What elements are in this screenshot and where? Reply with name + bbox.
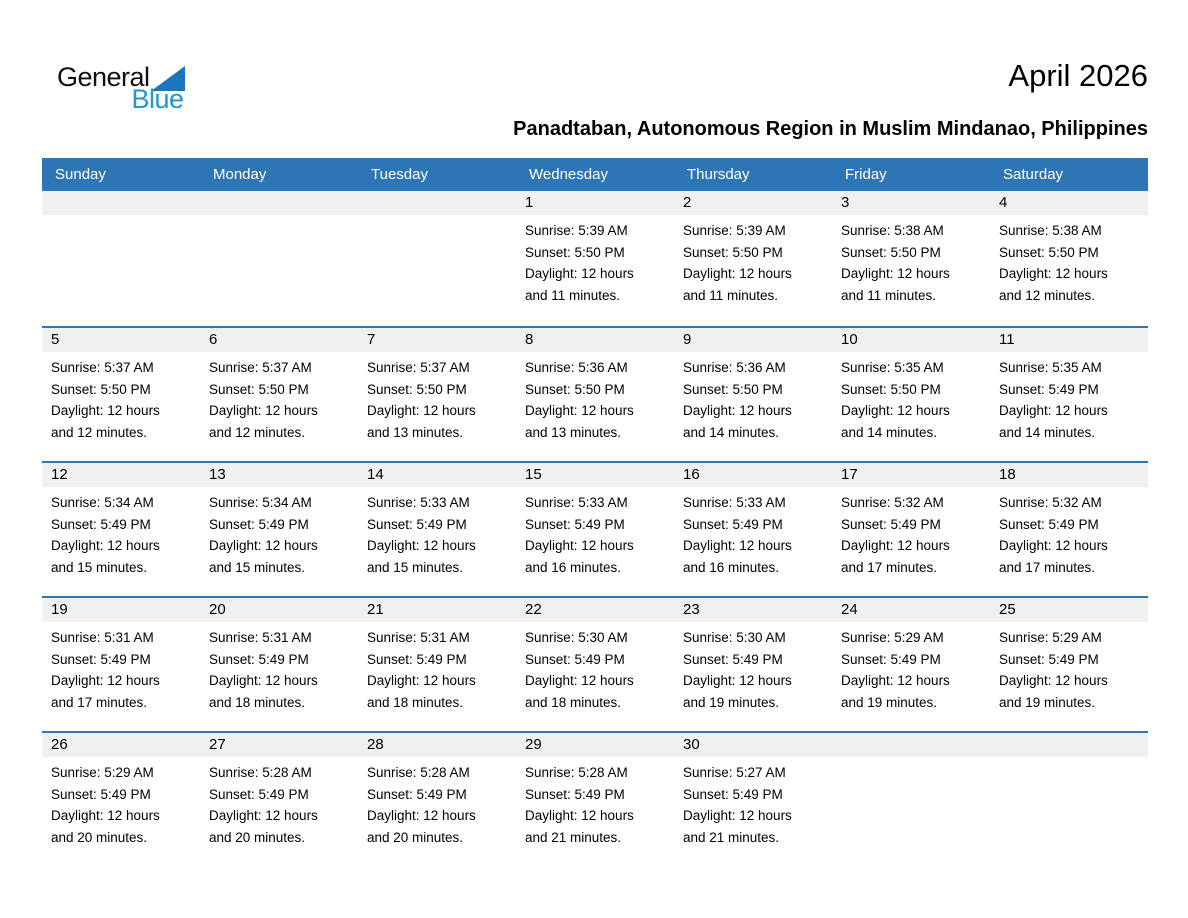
day-number — [358, 191, 516, 215]
weekday-header-cell: Saturday — [1003, 166, 1064, 183]
day-cell — [42, 598, 200, 731]
day-sunset: Sunset: 5:49 PM — [525, 651, 625, 667]
day-daylight: Daylight: 12 hours and 15 minutes. — [51, 538, 160, 575]
day-details — [832, 215, 990, 306]
day-daylight: Daylight: 12 hours and 15 minutes. — [367, 538, 476, 575]
day-cell — [200, 598, 358, 731]
day-sunset: Sunset: 5:50 PM — [841, 381, 941, 397]
day-number: 4 — [990, 191, 1148, 215]
general-blue-logo — [57, 64, 185, 113]
day-cell — [358, 733, 516, 866]
day-sunset: Sunset: 5:49 PM — [683, 516, 783, 532]
day-details — [674, 622, 832, 713]
day-daylight: Daylight: 12 hours and 18 minutes. — [525, 673, 634, 710]
day-details — [200, 757, 358, 848]
day-details — [990, 352, 1148, 443]
day-sunset: Sunset: 5:50 PM — [841, 244, 941, 260]
day-cell — [200, 328, 358, 461]
day-sunset: Sunset: 5:49 PM — [51, 786, 151, 802]
day-number: 27 — [200, 733, 358, 757]
day-sunrise: Sunrise: 5:35 AM — [999, 360, 1102, 375]
day-number: 16 — [674, 463, 832, 487]
day-sunset: Sunset: 5:49 PM — [841, 516, 941, 532]
day-cell — [516, 598, 674, 731]
day-number: 23 — [674, 598, 832, 622]
day-daylight: Daylight: 12 hours and 17 minutes. — [999, 538, 1108, 575]
day-number: 12 — [42, 463, 200, 487]
day-number: 25 — [990, 598, 1148, 622]
day-details — [358, 757, 516, 848]
day-sunrise: Sunrise: 5:36 AM — [525, 360, 628, 375]
day-daylight: Daylight: 12 hours and 20 minutes. — [367, 808, 476, 845]
day-sunset: Sunset: 5:50 PM — [51, 381, 151, 397]
day-details — [832, 352, 990, 443]
day-daylight: Daylight: 12 hours and 17 minutes. — [841, 538, 950, 575]
day-cell — [516, 463, 674, 596]
day-number: 14 — [358, 463, 516, 487]
day-cell — [674, 463, 832, 596]
day-details — [42, 622, 200, 713]
weekday-header-row — [42, 158, 1148, 191]
day-number: 2 — [674, 191, 832, 215]
location-subtitle: Panadtaban, Autonomous Region in Muslim Mindanao, Philippines — [513, 118, 1148, 140]
weekday-header-cell: Friday — [845, 166, 887, 183]
month-title: April 2026 — [1008, 58, 1148, 93]
day-sunrise: Sunrise: 5:35 AM — [841, 360, 944, 375]
day-sunrise: Sunrise: 5:37 AM — [51, 360, 154, 375]
day-number: 19 — [42, 598, 200, 622]
day-number: 18 — [990, 463, 1148, 487]
day-daylight: Daylight: 12 hours and 21 minutes. — [525, 808, 634, 845]
day-details — [674, 487, 832, 578]
day-cell — [200, 733, 358, 866]
day-number: 7 — [358, 328, 516, 352]
day-sunrise: Sunrise: 5:38 AM — [841, 223, 944, 238]
day-sunset: Sunset: 5:49 PM — [209, 651, 309, 667]
day-number — [990, 733, 1148, 757]
weekday-header-cell: Sunday — [55, 166, 106, 183]
day-daylight: Daylight: 12 hours and 16 minutes. — [683, 538, 792, 575]
day-cell — [832, 191, 990, 326]
day-cell — [42, 328, 200, 461]
day-sunset: Sunset: 5:49 PM — [999, 516, 1099, 532]
day-sunrise: Sunrise: 5:27 AM — [683, 765, 786, 780]
day-cell-empty — [42, 191, 200, 326]
day-details — [200, 487, 358, 578]
weekday-header-cell: Monday — [213, 166, 267, 183]
weekday-header-cell: Tuesday — [371, 166, 428, 183]
day-daylight: Daylight: 12 hours and 12 minutes. — [209, 403, 318, 440]
day-sunset: Sunset: 5:50 PM — [999, 244, 1099, 260]
day-sunrise: Sunrise: 5:30 AM — [683, 630, 786, 645]
week-row — [42, 596, 1148, 731]
day-sunrise: Sunrise: 5:28 AM — [525, 765, 628, 780]
day-sunrise: Sunrise: 5:37 AM — [367, 360, 470, 375]
day-daylight: Daylight: 12 hours and 16 minutes. — [525, 538, 634, 575]
day-sunset: Sunset: 5:49 PM — [209, 516, 309, 532]
day-cell — [832, 328, 990, 461]
day-daylight: Daylight: 12 hours and 13 minutes. — [525, 403, 634, 440]
day-daylight: Daylight: 12 hours and 11 minutes. — [683, 266, 792, 303]
day-number — [832, 733, 990, 757]
day-sunset: Sunset: 5:49 PM — [367, 516, 467, 532]
day-details — [200, 352, 358, 443]
day-sunrise: Sunrise: 5:29 AM — [51, 765, 154, 780]
day-sunset: Sunset: 5:50 PM — [683, 244, 783, 260]
day-sunrise: Sunrise: 5:31 AM — [51, 630, 154, 645]
day-number: 11 — [990, 328, 1148, 352]
day-sunrise: Sunrise: 5:29 AM — [841, 630, 944, 645]
day-cell — [42, 733, 200, 866]
day-number: 1 — [516, 191, 674, 215]
day-number: 26 — [42, 733, 200, 757]
day-sunrise: Sunrise: 5:31 AM — [367, 630, 470, 645]
day-daylight: Daylight: 12 hours and 12 minutes. — [51, 403, 160, 440]
day-sunrise: Sunrise: 5:33 AM — [525, 495, 628, 510]
day-sunset: Sunset: 5:49 PM — [999, 381, 1099, 397]
day-daylight: Daylight: 12 hours and 21 minutes. — [683, 808, 792, 845]
logo-text-general: General — [57, 62, 150, 92]
day-sunset: Sunset: 5:49 PM — [683, 651, 783, 667]
day-daylight: Daylight: 12 hours and 18 minutes. — [209, 673, 318, 710]
day-sunset: Sunset: 5:49 PM — [525, 786, 625, 802]
day-sunrise: Sunrise: 5:39 AM — [683, 223, 786, 238]
day-sunrise: Sunrise: 5:28 AM — [367, 765, 470, 780]
day-number: 21 — [358, 598, 516, 622]
day-details — [200, 622, 358, 713]
day-sunrise: Sunrise: 5:34 AM — [51, 495, 154, 510]
day-cell-empty — [200, 191, 358, 326]
day-number — [42, 191, 200, 215]
day-daylight: Daylight: 12 hours and 19 minutes. — [683, 673, 792, 710]
day-number: 29 — [516, 733, 674, 757]
day-details — [358, 352, 516, 443]
day-sunset: Sunset: 5:49 PM — [999, 651, 1099, 667]
day-cell — [358, 463, 516, 596]
weekday-header-cell: Thursday — [687, 166, 750, 183]
day-daylight: Daylight: 12 hours and 14 minutes. — [683, 403, 792, 440]
day-details — [358, 622, 516, 713]
day-cell — [674, 191, 832, 326]
day-cell — [516, 328, 674, 461]
day-cell — [358, 328, 516, 461]
day-number: 22 — [516, 598, 674, 622]
day-cell — [990, 191, 1148, 326]
day-number: 10 — [832, 328, 990, 352]
day-sunset: Sunset: 5:49 PM — [51, 516, 151, 532]
day-sunset: Sunset: 5:49 PM — [525, 516, 625, 532]
day-daylight: Daylight: 12 hours and 20 minutes. — [51, 808, 160, 845]
day-cell — [358, 598, 516, 731]
day-number: 15 — [516, 463, 674, 487]
day-daylight: Daylight: 12 hours and 12 minutes. — [999, 266, 1108, 303]
day-sunrise: Sunrise: 5:32 AM — [999, 495, 1102, 510]
day-details — [516, 352, 674, 443]
day-details — [516, 622, 674, 713]
day-sunset: Sunset: 5:49 PM — [209, 786, 309, 802]
day-sunrise: Sunrise: 5:31 AM — [209, 630, 312, 645]
day-cell-empty — [990, 733, 1148, 866]
day-details — [42, 487, 200, 578]
day-details — [42, 757, 200, 848]
day-details — [990, 487, 1148, 578]
day-sunset: Sunset: 5:50 PM — [367, 381, 467, 397]
day-cell — [832, 598, 990, 731]
day-sunrise: Sunrise: 5:29 AM — [999, 630, 1102, 645]
day-cell — [674, 598, 832, 731]
day-number: 3 — [832, 191, 990, 215]
day-cell-empty — [832, 733, 990, 866]
day-cell — [990, 463, 1148, 596]
day-sunrise: Sunrise: 5:30 AM — [525, 630, 628, 645]
day-cell — [42, 463, 200, 596]
day-details — [990, 622, 1148, 713]
day-daylight: Daylight: 12 hours and 11 minutes. — [525, 266, 634, 303]
day-sunset: Sunset: 5:50 PM — [209, 381, 309, 397]
day-daylight: Daylight: 12 hours and 13 minutes. — [367, 403, 476, 440]
day-daylight: Daylight: 12 hours and 11 minutes. — [841, 266, 950, 303]
day-cell — [990, 328, 1148, 461]
calendar-table — [42, 158, 1148, 866]
day-number: 13 — [200, 463, 358, 487]
day-daylight: Daylight: 12 hours and 15 minutes. — [209, 538, 318, 575]
day-daylight: Daylight: 12 hours and 14 minutes. — [999, 403, 1108, 440]
day-sunset: Sunset: 5:49 PM — [367, 651, 467, 667]
day-number: 28 — [358, 733, 516, 757]
week-row — [42, 461, 1148, 596]
day-sunrise: Sunrise: 5:34 AM — [209, 495, 312, 510]
day-sunrise: Sunrise: 5:33 AM — [367, 495, 470, 510]
day-daylight: Daylight: 12 hours and 18 minutes. — [367, 673, 476, 710]
day-daylight: Daylight: 12 hours and 19 minutes. — [999, 673, 1108, 710]
day-details — [516, 487, 674, 578]
day-cell-empty — [358, 191, 516, 326]
day-cell — [674, 328, 832, 461]
calendar-grid — [42, 191, 1148, 866]
day-number: 24 — [832, 598, 990, 622]
day-details — [832, 622, 990, 713]
day-cell — [516, 733, 674, 866]
day-sunrise: Sunrise: 5:33 AM — [683, 495, 786, 510]
day-number: 6 — [200, 328, 358, 352]
day-number — [200, 191, 358, 215]
day-sunset: Sunset: 5:49 PM — [841, 651, 941, 667]
day-number: 5 — [42, 328, 200, 352]
day-sunset: Sunset: 5:49 PM — [683, 786, 783, 802]
day-details — [516, 757, 674, 848]
week-row — [42, 731, 1148, 866]
day-sunrise: Sunrise: 5:32 AM — [841, 495, 944, 510]
day-details — [358, 487, 516, 578]
day-sunset: Sunset: 5:50 PM — [525, 244, 625, 260]
day-sunrise: Sunrise: 5:39 AM — [525, 223, 628, 238]
day-details — [674, 215, 832, 306]
day-number: 9 — [674, 328, 832, 352]
day-cell — [674, 733, 832, 866]
day-sunrise: Sunrise: 5:37 AM — [209, 360, 312, 375]
day-daylight: Daylight: 12 hours and 19 minutes. — [841, 673, 950, 710]
day-sunrise: Sunrise: 5:38 AM — [999, 223, 1102, 238]
day-cell — [200, 463, 358, 596]
day-sunset: Sunset: 5:49 PM — [51, 651, 151, 667]
day-details — [42, 352, 200, 443]
day-details — [516, 215, 674, 306]
day-details — [832, 487, 990, 578]
day-daylight: Daylight: 12 hours and 17 minutes. — [51, 673, 160, 710]
day-details — [990, 215, 1148, 306]
day-details — [674, 352, 832, 443]
day-cell — [832, 463, 990, 596]
day-number: 17 — [832, 463, 990, 487]
day-sunrise: Sunrise: 5:28 AM — [209, 765, 312, 780]
day-cell — [516, 191, 674, 326]
day-number: 8 — [516, 328, 674, 352]
week-row — [42, 191, 1148, 326]
day-sunset: Sunset: 5:49 PM — [367, 786, 467, 802]
week-row — [42, 326, 1148, 461]
day-cell — [990, 598, 1148, 731]
day-daylight: Daylight: 12 hours and 20 minutes. — [209, 808, 318, 845]
day-sunset: Sunset: 5:50 PM — [683, 381, 783, 397]
day-details — [674, 757, 832, 848]
day-sunset: Sunset: 5:50 PM — [525, 381, 625, 397]
weekday-header-cell: Wednesday — [529, 166, 608, 183]
day-number: 20 — [200, 598, 358, 622]
day-number: 30 — [674, 733, 832, 757]
logo-text-blue: Blue — [131, 84, 184, 114]
day-sunrise: Sunrise: 5:36 AM — [683, 360, 786, 375]
day-daylight: Daylight: 12 hours and 14 minutes. — [841, 403, 950, 440]
